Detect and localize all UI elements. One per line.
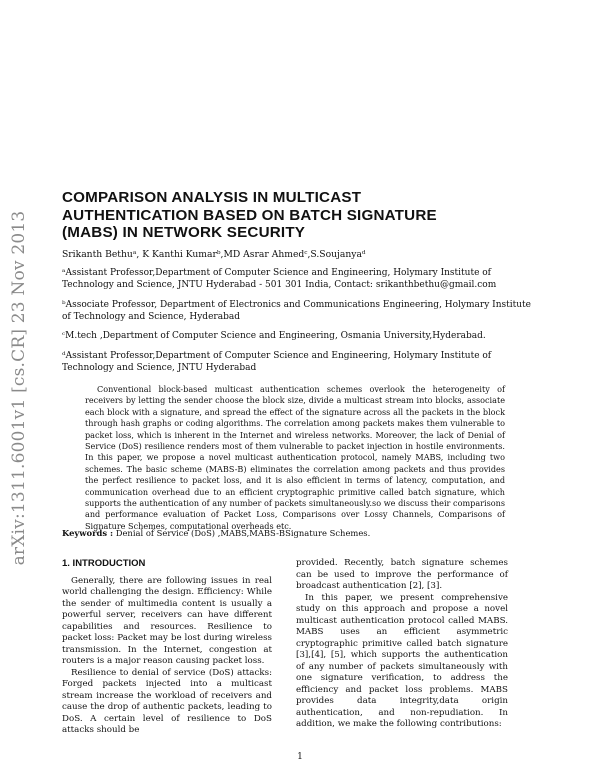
- paragraph: provided. Recently, batch signature schemes can be used to improve the performance of broadcast authentication [2], [3].: [296, 558, 508, 591]
- affiliation-line: ᵈAssistant Professor,Department of Computer Science and Engineering, Holymary Institute of: [62, 351, 492, 361]
- paragraph: In this paper, we present comprehensive study on this approach and propose a novel multicast authentication protocol called MABS. MABS uses an efficient asymmetric cryptographic primitive called batch signature [3],[4], [5], which supports the authentication of any number of packets simultaneously with one signature verification, to address the efficiency and packet loss problems. MABS provides data integrity,data origin authentication, and non-repudiation. In addition, we make the following contributions:: [296, 592, 508, 729]
- affiliation-b: [62, 300, 542, 323]
- affiliation-a: [62, 268, 542, 291]
- affiliation-d: [62, 351, 542, 374]
- left-column: [62, 558, 272, 737]
- paragraph: Generally, there are following issues in real world challenging the design. Efficiency: While the sender of multimedia content is usually a powerful server, receivers can have different capabilities and resources. Resilience to packet loss: Packet may be lost during wireless transmission. In the Internet, congestion at routers is a major reason causing packet loss.: [62, 575, 272, 666]
- affiliation-line: ᵇAssociate Professor, Department of Electronics and Communications Engineering, Holymary Institute: [62, 300, 531, 310]
- arxiv-identifier: arXiv:1311.6001v1 [cs.CR] 23 Nov 2013: [9, 210, 29, 566]
- affiliation-line: ᵃAssistant Professor,Department of Computer Science and Engineering, Holymary Institute of: [62, 268, 492, 278]
- affiliation-line: ᶜM.tech ,Department of Computer Science and Engineering, Osmania University,Hyderabad.: [62, 331, 486, 341]
- section-heading: 1. INTRODUCTION: [62, 558, 146, 569]
- page-number: 1: [297, 752, 303, 762]
- affiliation-line: Technology and Science, JNTU Hyderabad: [62, 362, 257, 373]
- title-line: (MABS) IN NETWORK SECURITY: [62, 224, 306, 241]
- paper-title: [62, 189, 532, 242]
- affiliation-line: of Technology and Science, Hyderabad: [62, 311, 240, 322]
- abstract: Conventional block-based multicast authentication schemes overlook the heterogeneity of receivers by letting the sender choose the block size, divide a multicast stream into blocks, associate each block with a signature, and spread the effect of the signature across all the packets in the block through hash graphs or coding algorithms. The correlation among packets makes them vulnerable to packet loss, which is inherent in the Internet and wireless networks. Moreover, the lack of Denial of Service (DoS) resilience renders most of them vulnerable to packet injection in hostile environments. In this paper, we propose a novel multicast authentication protocol, namely MABS, including two schemes. The basic scheme (MABS-B) eliminates the correlation among packets and thus provides the perfect resilience to packet loss, and it is also efficient in terms of latency, computation, and communication overhead due to an efficient cryptographic primitive called batch signature, which supports the authentication of any number of packets simultaneously.so we discuss their comparisons and performance evaluation of Packet Loss, Comparisons over Lossy Channels, Comparisons of Signature Schemes, computational overheads etc.: [85, 384, 505, 531]
- keywords: [62, 528, 370, 538]
- keywords-text: Denial of Service (DoS) ,MABS,MABS-BSignature Schemes.: [115, 528, 371, 538]
- keywords-label: Keywords :: [62, 528, 114, 538]
- right-column: [296, 558, 508, 731]
- paragraph: Resilience to denial of service (DoS) attacks: Forged packets injected into a multicast stream increase the workload of receivers and cause the drop of authentic packets, leading to DoS. A certain level of resilience to DoS attacks should be: [62, 667, 272, 735]
- affiliation-c: [62, 331, 542, 343]
- author-list: Srikanth Bethuᵃ, K Kanthi Kumarᵇ,MD Asrar Ahmedᶜ,S.Soujanyaᵈ: [62, 249, 366, 260]
- affiliation-line: Technology and Science, JNTU Hyderabad - 501 301 India, Contact: srikanthbethu@gmail.com: [62, 279, 497, 290]
- title-line: AUTHENTICATION BASED ON BATCH SIGNATURE: [62, 206, 437, 224]
- title-line: COMPARISON ANALYSIS IN MULTICAST: [62, 189, 362, 206]
